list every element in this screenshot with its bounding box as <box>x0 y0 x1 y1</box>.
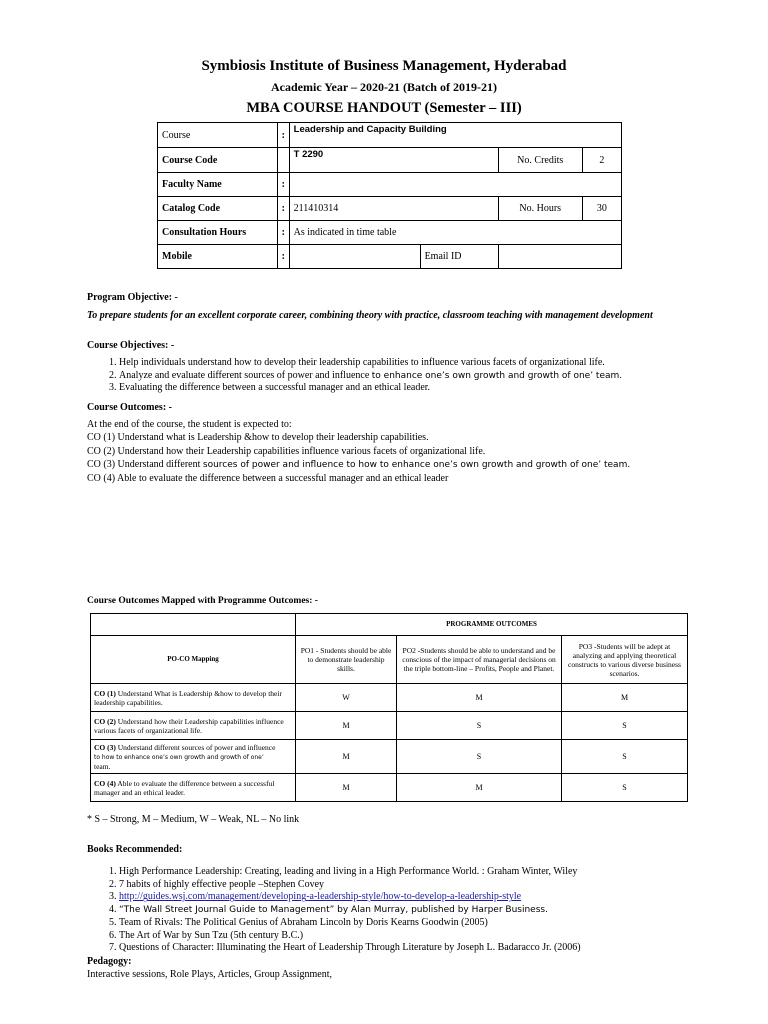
books-heading: Books Recommended: <box>87 844 183 855</box>
hours-value: 30 <box>582 197 621 221</box>
faculty-label: Faculty Name <box>158 173 278 197</box>
programme-outcomes-header: PROGRAMME OUTCOMES <box>296 614 688 636</box>
code-row <box>158 148 622 173</box>
catalog-label: Catalog Code <box>158 197 278 221</box>
program-objective-text: To prepare students for an excellent corporate career, combining theory with practice, classroom teaching with management development <box>87 310 653 321</box>
consultation-value: As indicated in time table <box>289 221 621 245</box>
list-item: 5. Team of Rivals: The Political Genius of Abraham Lincoln by Doris Kearns Goodwin (2005) <box>119 917 581 930</box>
consultation-row <box>158 221 622 245</box>
pedagogy-text: Interactive sessions, Role Plays, Articles, Group Assignment, <box>87 969 332 980</box>
course-code-label: Course Code <box>158 148 278 173</box>
faculty-row <box>158 173 622 197</box>
list-item: 3. Evaluating the difference between a successful manager and an ethical leader. <box>119 382 622 395</box>
mobile-value <box>289 245 420 269</box>
po2-header: PO2 -Students should be able to understand and be conscious of the impact of managerial decisions on the triple bottom-line – Profits, People and Planet. <box>397 636 562 684</box>
catalog-value: 211410314 <box>289 197 498 221</box>
course-row <box>158 123 622 148</box>
course-code-value: T 2290 <box>289 148 498 173</box>
co3-po2: S <box>397 740 562 774</box>
list-item: 1. Help individuals understand how to develop their leadership capabilities to influence various facets of organizational life. <box>119 357 622 370</box>
co2-cell: CO (2) Understand how their Leadership capabilities influence various facets of organizational life. <box>91 712 296 740</box>
co4-cell: CO (4) Able to evaluate the difference between a successful manager and an ethical leader. <box>91 774 296 802</box>
course-value: Leadership and Capacity Building <box>289 123 621 148</box>
course-objectives-list <box>100 357 622 395</box>
co3-cell: CO (3) Understand different sources of power and influence to how to enhance one’s own growth and growth of one’ team. <box>91 740 296 774</box>
list-item: 1. High Performance Leadership: Creating, leading and living in a High Performance World. : Graham Winter, Wiley <box>119 866 581 879</box>
co2-text: CO (2) Understand how their Leadership capabilities influence various facets of organizational life. <box>87 446 486 457</box>
list-item: 4. “The Wall Street Journal Guide to Management” by Alan Murray, published by Harper Business. <box>119 904 581 917</box>
co3-po1: M <box>296 740 397 774</box>
email-value <box>498 245 621 269</box>
handout-title: MBA COURSE HANDOUT (Semester – III) <box>246 100 522 116</box>
list-item: 2. Analyze and evaluate different sources of power and influence to enhance one’s own growth and growth of one’ team. <box>119 370 622 383</box>
mobile-label: Mobile <box>158 245 278 269</box>
po3-header: PO3 -Students will be adept at analyzing and applying theoretical constructs to various diverse business scenarios. <box>562 636 688 684</box>
hours-label: No. Hours <box>498 197 582 221</box>
co1-po2: M <box>397 684 562 712</box>
course-outcomes-intro: At the end of the course, the student is expected to: <box>87 419 292 430</box>
course-objectives-heading: Course Objectives: - <box>87 340 175 351</box>
list-item: 7. Questions of Character: Illuminating the Heart of Leadership Through Literature by Joseph L. Badaracco Jr. (2006) <box>119 942 581 955</box>
mobile-row <box>158 245 622 269</box>
colon: : <box>277 221 289 245</box>
co4-po1: M <box>296 774 397 802</box>
co3-text: CO (3) Understand different sources of power and influence to how to enhance one’s own growth and growth of one’ team. <box>87 459 631 470</box>
academic-year: Academic Year – 2020-21 (Batch of 2019-21) <box>271 80 497 94</box>
co3-po3: S <box>562 740 688 774</box>
co4-po3: S <box>562 774 688 802</box>
pedagogy-heading: Pedagogy: <box>87 956 132 967</box>
list-item: 6. The Art of War by Sun Tzu (5th century B.C.) <box>119 930 581 943</box>
list-item[interactable] <box>119 891 581 904</box>
program-objective-heading: Program Objective: - <box>87 292 178 303</box>
course-outcomes-heading: Course Outcomes: - <box>87 402 172 413</box>
co2-po2: S <box>397 712 562 740</box>
po-co-mapping-table <box>90 613 688 802</box>
colon: : <box>277 197 289 221</box>
co4-text: CO (4) Able to evaluate the difference between a successful manager and an ethical leader <box>87 473 449 484</box>
book-link[interactable]: http://guides.wsj.com/management/developing-a-leadership-style/how-to-develop-a-leadership-style <box>119 891 522 903</box>
colon: : <box>277 173 289 197</box>
books-list <box>100 866 581 955</box>
colon: : <box>277 123 289 148</box>
course-label: Course <box>158 123 278 148</box>
credits-label: No. Credits <box>498 148 582 173</box>
co1-cell: CO (1) Understand What is Leadership &how to develop their leadership capabilities. <box>91 684 296 712</box>
table-row <box>91 740 688 774</box>
table-row <box>91 712 688 740</box>
co2-po3: S <box>562 712 688 740</box>
co2-po1: M <box>296 712 397 740</box>
mapping-legend: * S – Strong, M – Medium, W – Weak, NL – No link <box>87 814 300 825</box>
institute-title: Symbiosis Institute of Business Management, Hyderabad <box>201 58 567 74</box>
catalog-row <box>158 197 622 221</box>
email-label: Email ID <box>420 245 498 269</box>
table-row <box>91 684 688 712</box>
co1-text: CO (1) Understand what is Leadership &how to develop their leadership capabilities. <box>87 432 429 443</box>
co1-po3: M <box>562 684 688 712</box>
poco-header: PO-CO Mapping <box>91 636 296 684</box>
list-item: 2. 7 habits of highly effective people –Stephen Covey <box>119 879 581 892</box>
table-row <box>91 614 688 636</box>
course-info-table <box>157 122 622 269</box>
table-row <box>91 774 688 802</box>
faculty-value <box>289 173 621 197</box>
mapping-heading: Course Outcomes Mapped with Programme Outcomes: - <box>87 596 318 606</box>
po1-header: PO1 - Students should be able to demonstrate leadership skills. <box>296 636 397 684</box>
consultation-label: Consultation Hours <box>158 221 278 245</box>
credits-value: 2 <box>582 148 621 173</box>
colon: : <box>277 245 289 269</box>
co1-po1: W <box>296 684 397 712</box>
table-row <box>91 636 688 684</box>
co4-po2: M <box>397 774 562 802</box>
